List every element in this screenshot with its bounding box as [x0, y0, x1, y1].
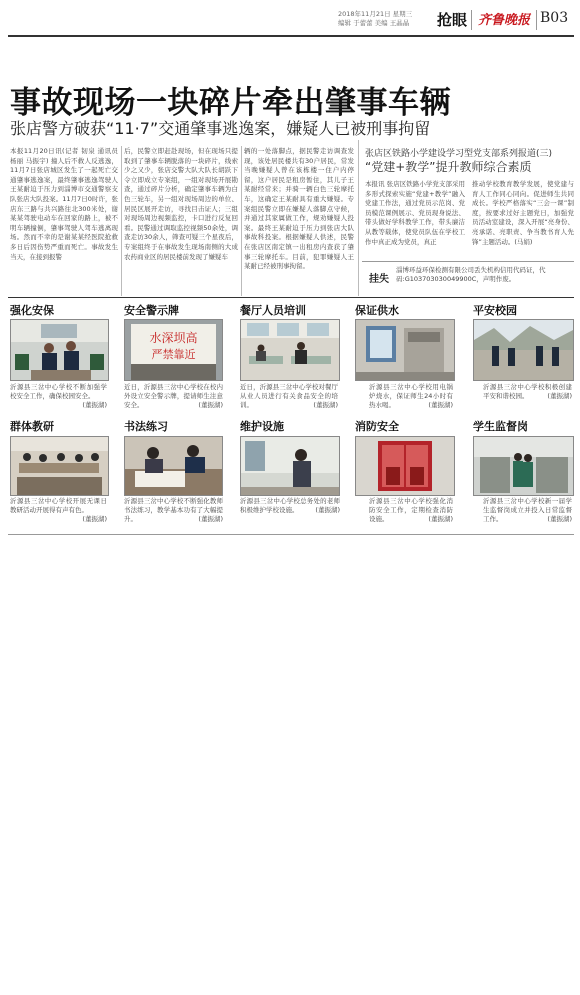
header-divider: [471, 10, 472, 30]
photo-title-facility-maintenance: 维护设施: [240, 420, 284, 433]
column-name: 抢眼: [437, 11, 468, 29]
sign-line-1: 水深坝高: [149, 331, 198, 345]
photo-caption: [10, 383, 107, 410]
photo-calligraphy-practice: [124, 436, 223, 496]
article-column-2: 后，民警立即赶赴现场，但在现场只提取到了肇事车辆脱落的一块碎片，线索少之又少，张店交警大队大队长胡跃下令立即成立专案组，一组对现场开展勘查，通过碎片分析，确定肇事车辆为白色三轮车，另一组对现场周边的单位、居民区展开走访，寻找目击证人；三组对现场周边视频监控，卡口进行反复回看。民警通过调取监控视频50余处，调查走访30余人，筛查可疑三个星夜后，专案组终于在事故发生现场南侧的大成农药商业区的居民楼前发现了嫌疑车: [124, 147, 238, 261]
loss-notice-text: 淄博环益环保检测有限公司丢失机构信用代码证，代码:G103703030049900C，声明作废。: [396, 266, 546, 284]
photo-security-guards: [10, 319, 109, 381]
photo-credit: (董振湖): [82, 515, 107, 523]
photo-credit: (董振湖): [198, 401, 223, 409]
article-column-3: 辆的一处落脚点，据民警走访调查发现，该处居民楼共有30户居民，常发当晚嫌疑人曾在该栋楼一住户内停留，这户居民是租房暂住，其儿子王某耐经常来；并骑一辆白色三轮摩托车，这确定王某耐具有重大嫌疑。专案组民警立即在嫌疑人落脚点守候，并通过其家属做工作，规劝嫌疑人投案。最终王某耐迫于压力到张店大队事故科投案。根据嫌疑人供述，民警在张店区南定镇一出租房内查获了肇事三轮摩托车。目前，犯罪嫌疑人王某耐已经被刑事拘留。: [244, 147, 354, 271]
photo-title-canteen-training: 餐厅人员培训: [240, 304, 306, 317]
photo-teaching-research: [10, 436, 109, 496]
photo-caption: [124, 497, 223, 524]
caption-text: 沂源县三岔中心学校总务处的老师积极维护学校设施。: [240, 497, 340, 514]
photo-credit: (董振湖): [313, 401, 338, 409]
photo-fire-cabinet: [355, 436, 455, 496]
photo-caption: [369, 383, 453, 410]
caption-text: 沂源县三岔中心学校不断强化教师书法练习，教学基本功有了大幅提升。: [124, 497, 223, 523]
photo-credit: (董振湖): [315, 506, 340, 514]
section-rule: [8, 297, 574, 298]
caption-text: 沂源县三岔中心学校强化消防安全工作，定期检查消防设施。: [369, 497, 453, 523]
column-divider: [121, 146, 122, 296]
photo-title-warning-sign: 安全警示牌: [124, 304, 179, 317]
side-article-column-1: 本报讯 张店区铁路小学党支部采用多形式探索实施“党建+教学”融入党建工作法，通过党员示范岗、党员模范课例展示、党员现身说法、带头做好学科教学工作，带头廉洁从教等载体，使党员队伍在学校工作中真正成为党员，真正: [365, 180, 465, 246]
header-divider: [536, 10, 537, 30]
photo-caption: [240, 383, 338, 410]
photo-credit: (董振湖): [547, 392, 572, 400]
side-article-series-title: 张店区铁路小学建设学习型党支部系列报道(三): [365, 149, 553, 159]
caption-text: 近日，沂源县三岔中心学校对餐厅从业人员进行有关食品安全的培训。: [240, 383, 338, 409]
photo-student-supervision: [473, 436, 574, 496]
caption-text: 沂源县三岔中心学校用电锅炉烧水，保证师生24小时有热水喝。: [369, 383, 453, 409]
caption-text: 沂源县三岔中心学校开展无课日教研活动开展得有声有色。: [10, 497, 107, 514]
photo-title-group-teaching-research: 群体教研: [10, 420, 54, 433]
photo-credit: (董振湖): [428, 515, 453, 523]
photo-water-boiler: [355, 319, 455, 381]
photo-credit: (董振湖): [82, 401, 107, 409]
article-column-1: 本报11月20日讯(记者 韧泉 通讯员 杨丽 马振宇) 撞人后不救人反逃逸，11月7日张店城区发生了一起死亡交通肇事逃逸案，最终肇事逃逸驾驶人王某耐迫于压力到淄博市交通警察支队张店大队投案。11月7日0时许，张店东三路与共兴路往北300米处，谢某某驾驶电动车在回家的路上，被不明车辆撞倒，肇事驾驶人驾车逃离现场。然而不幸的是谢某某经医院抢救多日后因伤势严重而死亡。事故发生当天，在接到报警: [10, 147, 118, 261]
photo-title-calligraphy: 书法练习: [124, 420, 168, 433]
photo-credit: (董振湖): [428, 401, 453, 409]
issue-date: 2018年11月21日 星期三: [338, 10, 413, 18]
side-article-title: “党建+教学”提升教师综合素质: [365, 160, 532, 174]
photo-facility-maintenance: [240, 436, 340, 496]
caption-text: 沂源县三岔中心学校不断加强学校安全工作，确保校园安全。: [10, 383, 107, 400]
photo-credit: (董振湖): [547, 515, 572, 523]
editors-line: 编辑 于蕾蕾 美编 王晶晶: [338, 19, 410, 27]
photo-caption: [483, 497, 572, 524]
photo-title-student-supervision: 学生监督岗: [473, 420, 528, 433]
caption-text: 沂源县三岔中心学校积极创建平安和谐校园。: [483, 383, 572, 400]
photo-caption: [369, 497, 453, 524]
photo-title-security: 强化安保: [10, 304, 54, 317]
photo-caption: [10, 497, 107, 524]
photo-canteen-training: [240, 319, 340, 381]
photo-credit: (董振湖): [198, 515, 223, 523]
caption-text: 近日，沂源县三岔中心学校在校内外设立安全警示牌，提请师生注意安全。: [124, 383, 223, 409]
newspaper-logo: 齐鲁晚报: [478, 13, 531, 28]
side-divider: [362, 261, 574, 262]
photo-caption: [240, 497, 340, 515]
photo-title-fire-safety: 消防安全: [355, 420, 399, 433]
page-number: B03: [540, 10, 569, 26]
page-header-meta: [338, 10, 412, 28]
section-bottom-rule: [8, 534, 574, 535]
photo-safe-campus: [473, 319, 574, 381]
photo-caption: [124, 383, 223, 410]
photo-title-water-supply: 保证供水: [355, 304, 399, 317]
sign-line-2: 严禁靠近: [151, 348, 196, 361]
headline: 事故现场一块碎片牵出肇事车辆: [10, 85, 451, 121]
loss-notice-label: 挂失: [369, 274, 389, 285]
photo-caption: [483, 383, 572, 401]
photo-warning-sign: [124, 319, 223, 381]
column-divider: [241, 146, 242, 296]
photo-title-safe-campus: 平安校园: [473, 304, 517, 317]
column-divider: [358, 140, 359, 296]
caption-text: 沂源县三岔中心学校新一届学生监督岗成立并投入日常监督工作。: [483, 497, 572, 523]
subheadline: 张店警方破获“11·7”交通肇事逃逸案，嫌疑人已被刑事拘留: [10, 119, 431, 138]
side-article-column-2: 推动学校教育教学发展，使党建与育人工作同心同向。促进师生共同成长。学校严格落实“三会一课”制度，按要求过好主题党日，加强党员活动室建设，深入开展“亮身份、亮承诺、亮职责、争当教书育人先锋”主题活动。(马娟): [472, 180, 574, 246]
header-rule: [8, 35, 574, 37]
